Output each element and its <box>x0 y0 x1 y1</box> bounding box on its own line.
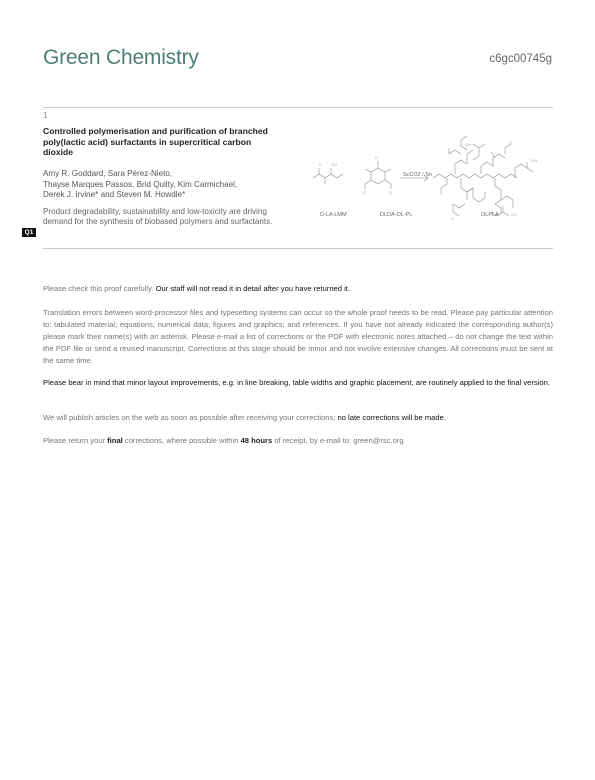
instruction-bold: final <box>107 436 123 445</box>
section-rule <box>43 248 553 249</box>
svg-text:O: O <box>389 190 393 195</box>
graphic-arrow-label: ScCO2 / Sn <box>403 172 433 178</box>
authors-line: Amy R. Goddard, Sara Pérez-Nieto, <box>43 169 173 178</box>
instruction-emphasis: Our staff will not read it in detail after you have returned it. <box>155 284 351 293</box>
instruction-text: Please check this proof carefully. <box>43 284 156 293</box>
instruction-bold: 48 hours <box>240 436 273 445</box>
instruction-text: corrections, where possible within <box>122 436 241 445</box>
instruction-paragraph <box>43 412 553 424</box>
authors <box>43 169 283 201</box>
header-rule <box>43 107 553 108</box>
instruction-email[interactable]: of receipt, by e-mail to: green@rsc.org <box>272 436 404 445</box>
authors-line: Thayse Marques Passos, Brid Quilty, Kim Carmichael, <box>43 179 238 189</box>
graphical-abstract-image <box>305 126 560 226</box>
graphic-label: DLDA-OL-PL <box>380 212 413 218</box>
instruction-paragraph <box>43 283 553 295</box>
svg-text:OH: OH <box>331 162 337 167</box>
query-marker[interactable]: Q1 <box>22 228 36 237</box>
authors-line: Derek J. Irvine* and Steven M. Howdle* <box>43 190 186 200</box>
instruction-text: We will publish articles on the web as soon as possible after receiving your corrections; <box>43 413 338 422</box>
graphic-label: D-LA-LMM <box>320 212 347 218</box>
svg-text:OH: OH <box>531 158 537 163</box>
svg-text:O: O <box>375 155 379 160</box>
abstract: Product degradability, sustainability and low-toxicity are driving demand for the synthesis of biobased polymers and surfactants. <box>43 207 273 227</box>
instruction-text: Please return your <box>43 436 108 445</box>
svg-text:OH: OH <box>465 142 471 147</box>
instruction-emphasis: no late corrections will be made. <box>337 413 446 422</box>
instruction-paragraph: Translation errors between word-processor files and typesetting systems can occur so the whole proof needs to be read. Please pay particular attention to: tabulated material; equations; numerical data; figures and graphics; and references. If you have not already indicated the corresponding author(s) please mark their name(s) with an asterisk. Please e-mail a list of corrections or the PDF with electronic notes attached – do not change the text within the PDF file or send a revised manuscript. Corrections at this stage should be minor and not involve extensive changes. All corrections must be sent at the same time. <box>43 308 553 365</box>
article-code: c6gc00745g <box>489 53 552 65</box>
article-title: Controlled polymerisation and purification of branched poly(lactic acid) surfactants in supercritical carbon dioxide <box>43 126 268 158</box>
svg-text:OH: OH <box>511 212 517 217</box>
svg-text:O: O <box>451 216 455 221</box>
page-number: 1 <box>43 111 48 120</box>
instruction-paragraph <box>43 435 553 447</box>
svg-text:O: O <box>319 162 323 167</box>
journal-title: Green Chemistry <box>43 46 199 69</box>
svg-text:O: O <box>509 140 513 145</box>
instruction-paragraph: Please bear in mind that minor layout improvements, e.g. in line breaking, table widths and graphic placement, are routinely applied to the final version. <box>43 378 550 387</box>
graphic-label: OLPLA <box>481 212 499 218</box>
svg-text:O: O <box>363 190 367 195</box>
